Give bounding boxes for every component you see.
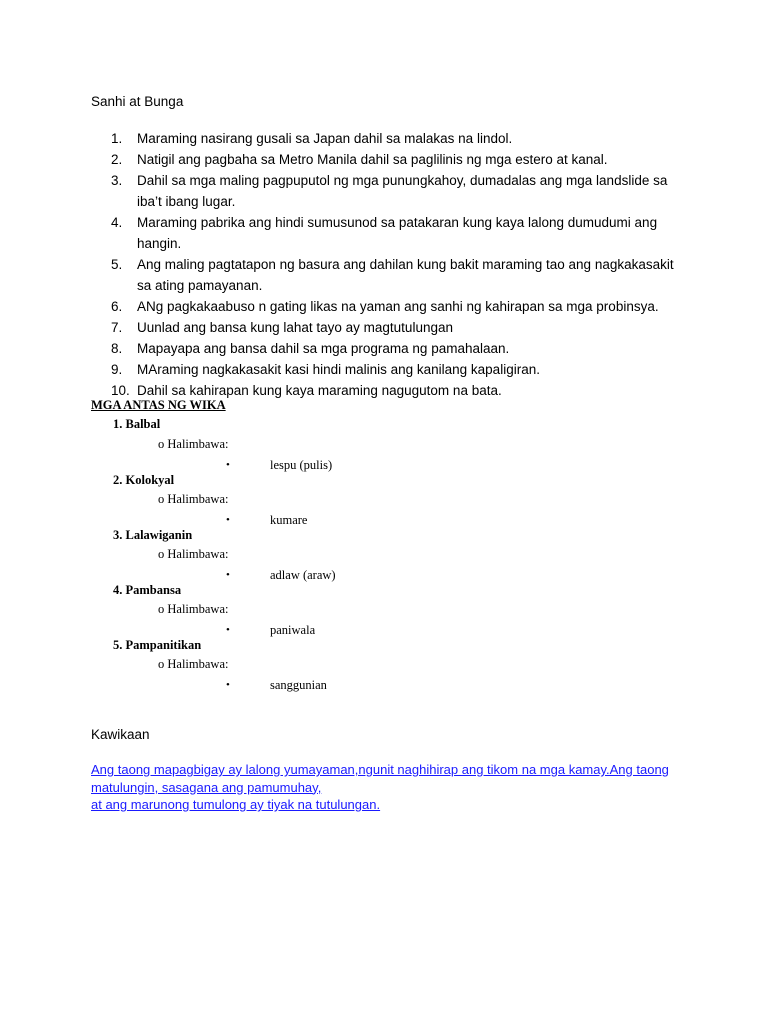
antas-example: lespu (pulis): [270, 458, 333, 472]
list-item-text: Maraming pabrika ang hindi sumusunod sa patakaran kung kaya lalong dumudumi ang hangin.: [137, 215, 658, 251]
antas-level-heading: 1. Balbal: [113, 417, 161, 431]
antas-example: paniwala: [270, 623, 316, 637]
halimbawa-label: o Halimbawa:: [158, 602, 229, 616]
list-item-number: 9.: [111, 362, 123, 377]
list-item-number: 10.: [111, 383, 130, 398]
list-item-text: Mapayapa ang bansa dahil sa mga programa ng pamahalaan.: [137, 341, 510, 356]
bullet-icon: •: [226, 679, 230, 691]
section-title-sanhi-at-bunga: Sanhi at Bunga: [91, 94, 184, 109]
list-item: [91, 149, 691, 170]
halimbawa-label: o Halimbawa:: [158, 657, 229, 671]
antas-example: sanggunian: [270, 678, 327, 692]
list-item: [91, 170, 691, 212]
kawikaan-line[interactable]: Ang taong mapagbigay ay lalong yumayaman,ngunit naghihirap ang tikom na mga kamay.Ang taong: [91, 762, 669, 777]
list-item: [91, 317, 691, 338]
list-item-number: 8.: [111, 341, 123, 356]
sanhi-bunga-list: [91, 128, 691, 401]
list-item: [91, 296, 691, 317]
list-item-number: 4.: [111, 215, 123, 230]
kawikaan-line[interactable]: at ang marunong tumulong ay tiyak na tutulungan.: [91, 797, 381, 812]
list-item-number: 6.: [111, 299, 123, 314]
section-title-mga-antas-ng-wika: MGA ANTAS NG WIKA: [91, 398, 226, 412]
halimbawa-label: o Halimbawa:: [158, 492, 229, 506]
antas-example: kumare: [270, 513, 308, 527]
halimbawa-label: o Halimbawa:: [158, 547, 229, 561]
list-item-text: Uunlad ang bansa kung lahat tayo ay magtutulungan: [137, 320, 453, 335]
list-item-text: ANg pagkakaabuso n gating likas na yaman ang sanhi ng kahirapan sa mga probinsya.: [137, 299, 659, 314]
list-item-number: 5.: [111, 257, 123, 272]
list-item-text: Dahil sa mga maling pagpuputol ng mga punungkahoy, dumadalas ang mga landslide sa iba’t ibang lugar.: [137, 173, 668, 209]
list-item-text: Ang maling pagtatapon ng basura ang dahilan kung bakit maraming tao ang nagkakasakit sa ating pamayanan.: [137, 257, 674, 293]
list-item: [91, 359, 691, 380]
list-item-number: 1.: [111, 131, 123, 146]
list-item-number: 3.: [111, 173, 123, 188]
antas-level-heading: 2. Kolokyal: [113, 473, 175, 487]
bullet-icon: •: [226, 569, 230, 581]
bullet-icon: •: [226, 459, 230, 471]
antas-example: adlaw (araw): [270, 568, 336, 582]
antas-level-heading: 4. Pambansa: [113, 583, 182, 597]
kawikaan-line[interactable]: matulungin, sasagana ang pamumuhay,: [91, 779, 322, 795]
list-item: [91, 128, 691, 149]
antas-level-heading: 5. Pampanitikan: [113, 638, 202, 652]
list-item: [91, 212, 691, 254]
kawikaan-link-text[interactable]: [91, 761, 681, 814]
list-item-number: 7.: [111, 320, 123, 335]
list-item: [91, 338, 691, 359]
list-item-text: Natigil ang pagbaha sa Metro Manila dahil sa paglilinis ng mga estero at kanal.: [137, 152, 608, 167]
list-item-text: Dahil sa kahirapan kung kaya maraming nagugutom na bata.: [137, 383, 502, 398]
bullet-icon: •: [226, 624, 230, 636]
bullet-icon: •: [226, 514, 230, 526]
list-item-text: MAraming nagkakasakit kasi hindi malinis ang kanilang kapaligiran.: [137, 362, 540, 377]
list-item-text: Maraming nasirang gusali sa Japan dahil sa malakas na lindol.: [137, 131, 513, 146]
halimbawa-label: o Halimbawa:: [158, 437, 229, 451]
antas-level-heading: 3. Lalawiganin: [113, 528, 193, 542]
list-item-number: 2.: [111, 152, 123, 167]
list-item: [91, 254, 691, 296]
section-title-kawikaan: Kawikaan: [91, 727, 150, 742]
